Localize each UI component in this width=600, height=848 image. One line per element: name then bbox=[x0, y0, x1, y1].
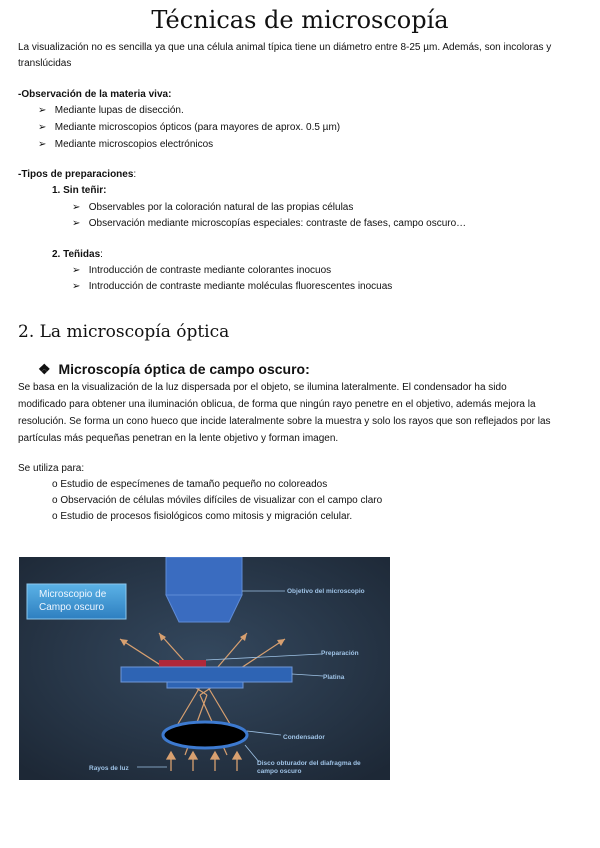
preparation bbox=[159, 660, 206, 667]
list-item bbox=[38, 121, 340, 134]
banner-line-1: Microscopio de bbox=[39, 589, 107, 600]
label-disco-1: Disco obturador del diafragma de bbox=[257, 760, 361, 767]
label-disco-2: campo oscuro bbox=[257, 768, 302, 775]
section-2-title: 2. La microscopía óptica bbox=[18, 322, 230, 342]
label-objetivo: Objetivo del microscopio bbox=[287, 588, 365, 595]
list-item-text: Introducción de contraste mediante colorantes inocuos bbox=[88, 265, 332, 276]
dark-field-diagram bbox=[19, 557, 390, 780]
list-item bbox=[72, 217, 466, 230]
objective-body bbox=[166, 557, 242, 595]
label-preparacion: Preparación bbox=[321, 650, 359, 657]
list-item bbox=[72, 201, 353, 214]
arrow-bullet-icon: ➢ bbox=[38, 122, 47, 133]
arrow-bullet-icon: ➢ bbox=[72, 281, 81, 292]
description-line: Se basa en la visualización de la luz dispersada por el objeto, se ilumina lateralmente. El condensador ha sido bbox=[18, 382, 507, 393]
label-rayos: Rayos de luz bbox=[89, 765, 129, 772]
list-item bbox=[72, 280, 392, 293]
list-item-text: Mediante microscopios ópticos (para mayores de aprox. 0.5 µm) bbox=[54, 122, 341, 133]
list-item-text: Observables por la coloración natural de las propias células bbox=[88, 202, 354, 213]
arrow-bullet-icon: ➢ bbox=[38, 105, 47, 116]
banner-line-2: Campo oscuro bbox=[39, 602, 105, 613]
dark-field-disc bbox=[163, 722, 247, 748]
preparaciones-heading: -Tipos de preparaciones: bbox=[18, 169, 137, 180]
list-item-text: Mediante lupas de disección. bbox=[54, 105, 184, 116]
list-item bbox=[38, 104, 184, 117]
arrow-bullet-icon: ➢ bbox=[72, 202, 81, 213]
uses-intro: Se utiliza para: bbox=[18, 463, 85, 474]
use-item: o Estudio de especímenes de tamaño pequeño no coloreados bbox=[52, 479, 328, 490]
label-condensador: Condensador bbox=[283, 734, 325, 741]
list-item-text: Observación mediante microscopías especiales: contraste de fases, campo oscuro… bbox=[88, 218, 467, 229]
dark-field-heading-text: Microscopía óptica de campo oscuro: bbox=[58, 361, 310, 377]
use-item: o Observación de células móviles difíciles de visualizar con el campo claro bbox=[52, 495, 383, 506]
sin-tenir-label: 1. Sin teñir: bbox=[52, 185, 107, 196]
stage-lower bbox=[167, 682, 243, 688]
list-item-text: Mediante microscopios electrónicos bbox=[54, 139, 214, 150]
list-item bbox=[38, 138, 213, 151]
dark-field-heading bbox=[38, 361, 310, 378]
label-platina: Platina bbox=[323, 674, 345, 681]
list-item bbox=[72, 264, 331, 277]
arrow-bullet-icon: ➢ bbox=[72, 218, 81, 229]
list-item-text: Introducción de contraste mediante moléculas fluorescentes inocuas bbox=[88, 281, 393, 292]
description-line: modificado para obtener una iluminación oblicua, de forma que ningún rayo penetre en el objetivo, además mejora la bbox=[18, 399, 536, 410]
stage bbox=[121, 667, 292, 682]
materia-viva-heading: -Observación de la materia viva: bbox=[18, 89, 172, 100]
page-title: Técnicas de microscopía bbox=[151, 6, 449, 34]
objective-lens bbox=[166, 595, 242, 622]
intro-line-2: translúcidas bbox=[18, 58, 72, 69]
tenidas-label: 2. Teñidas: bbox=[52, 249, 103, 260]
description-line: partículas más pequeñas penetran en la lente objetivo y forman imagen. bbox=[18, 433, 339, 444]
use-item: o Estudio de procesos fisiológicos como mitosis y migración celular. bbox=[52, 511, 353, 522]
description-line: resolución. Se forma un cono hueco que incide lateralmente sobre la muestra y solo los rayos que son reflejados por las bbox=[18, 416, 551, 427]
arrow-bullet-icon: ➢ bbox=[72, 265, 81, 276]
diamond-bullet-icon: ❖ bbox=[38, 361, 51, 377]
arrow-bullet-icon: ➢ bbox=[38, 139, 47, 150]
intro-line-1: La visualización no es sencilla ya que una célula animal típica tiene un diámetro entre 8-25 µm. Además, son incoloras y bbox=[18, 42, 552, 53]
